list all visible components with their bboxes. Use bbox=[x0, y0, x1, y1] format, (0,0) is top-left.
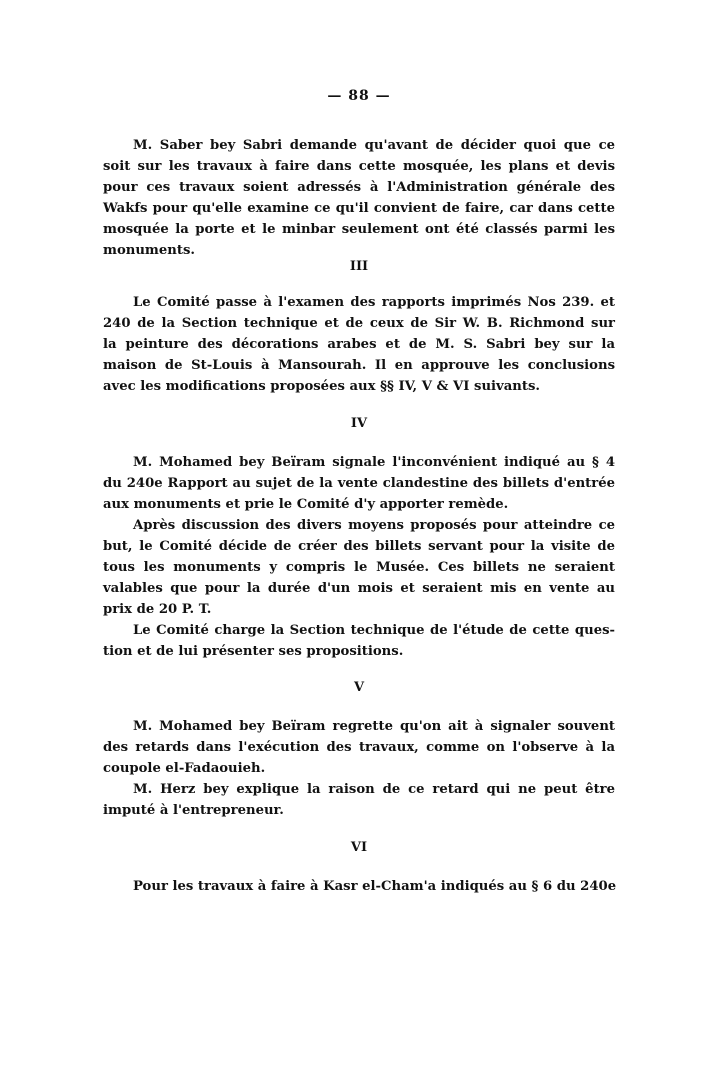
page-number: — 88 — bbox=[327, 88, 391, 104]
text-line: tion et de lui présenter ses propositions. bbox=[103, 644, 404, 659]
section-heading-v: V bbox=[353, 680, 365, 695]
text-line: mosquée la porte et le minbar seulement ont été classés parmi les bbox=[103, 222, 615, 237]
text-line: des retards dans l'exécution des travaux, comme on l'observe à la bbox=[103, 740, 615, 755]
paragraph-comite-charge bbox=[103, 620, 615, 662]
paragraph-comite-rapports bbox=[103, 292, 615, 397]
text-line: M. Herz bey explique la raison de ce retard qui ne peut être bbox=[133, 782, 615, 797]
text-line: tous les monuments y compris le Musée. Ces billets ne seraient bbox=[103, 560, 615, 575]
section-heading-iv: IV bbox=[350, 416, 368, 431]
text-line: pour ces travaux soient adressés à l'Administration générale des bbox=[103, 180, 615, 195]
paragraph-retards bbox=[103, 716, 615, 779]
text-line: but, le Comité décide de créer des billets servant pour la visite de bbox=[103, 539, 615, 554]
text-line: coupole el-Fadaouieh. bbox=[103, 761, 266, 776]
section-heading-vi: VI bbox=[350, 840, 368, 855]
text-line: Après discussion des divers moyens proposés pour atteindre ce bbox=[133, 518, 615, 533]
text-line: avec les modifications proposées aux §§ IV, V & VI suivants. bbox=[103, 379, 540, 394]
text-line: 240 de la Section technique et de ceux de Sir W. B. Richmond sur bbox=[103, 316, 615, 331]
text-line: M. Saber bey Sabri demande qu'avant de décider quoi que ce bbox=[133, 138, 615, 153]
text-line: Le Comité charge la Section technique de l'étude de cette ques- bbox=[133, 623, 615, 638]
text-line: Le Comité passe à l'examen des rapports imprimés Nos 239. et bbox=[133, 295, 615, 310]
text-line: prix de 20 P. T. bbox=[103, 602, 212, 617]
paragraph-discussion bbox=[103, 515, 615, 620]
section-heading-iii: III bbox=[349, 259, 369, 274]
text-line: imputé à l'entrepreneur. bbox=[103, 803, 284, 818]
paragraph-saber-bey bbox=[103, 135, 615, 261]
paragraph-herz-bey bbox=[103, 779, 615, 821]
text-line: monuments. bbox=[103, 243, 195, 258]
text-line: aux monuments et prie le Comité d'y apporter remède. bbox=[103, 497, 509, 512]
text-line: M. Mohamed bey Beïram signale l'inconvénient indiqué au § 4 bbox=[133, 455, 615, 470]
text-line: maison de St-Louis à Mansourah. Il en approuve les conclusions bbox=[103, 358, 615, 373]
text-line: soit sur les travaux à faire dans cette mosquée, les plans et devis bbox=[103, 159, 615, 174]
text-line: Pour les travaux à faire à Kasr el-Cham'a indiqués au § 6 du 240e bbox=[133, 879, 617, 894]
text-line: M. Mohamed bey Beïram regrette qu'on ait à signaler souvent bbox=[133, 719, 615, 734]
text-line: du 240e Rapport au sujet de la vente clandestine des billets d'entrée bbox=[103, 476, 615, 491]
paragraph-kasr-el-chama bbox=[103, 876, 615, 897]
text-line: la peinture des décorations arabes et de M. S. Sabri bey sur la bbox=[103, 337, 615, 352]
paragraph-beiram-billets bbox=[103, 452, 615, 515]
text-line: valables que pour la durée d'un mois et seraient mis en vente au bbox=[103, 581, 615, 596]
text-line: Wakfs pour qu'elle examine ce qu'il convient de faire, car dans cette bbox=[103, 201, 615, 216]
